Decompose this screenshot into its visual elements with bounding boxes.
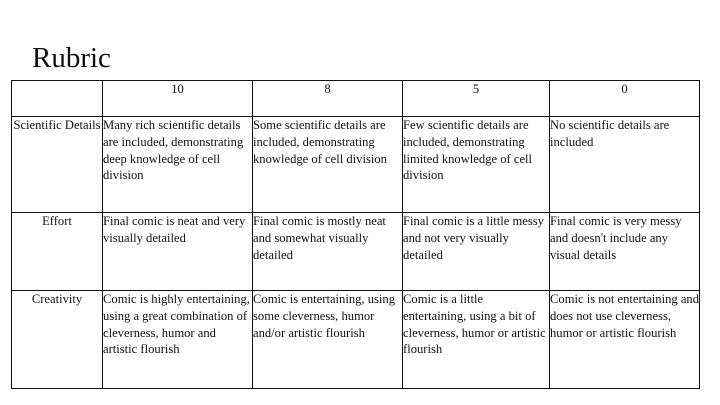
criteria-cell: Few scientific details are included, demonstrating limited knowledge of cell division bbox=[403, 117, 550, 213]
criteria-cell: Comic is highly entertaining, using a great combination of cleverness, humor and artistic flourish bbox=[103, 291, 253, 389]
column-header-0: 0 bbox=[550, 81, 700, 117]
criteria-cell: Final comic is very messy and doesn't include any visual details bbox=[550, 213, 700, 291]
column-header-8: 8 bbox=[253, 81, 403, 117]
header-row bbox=[12, 81, 700, 117]
row-label-scientific-details: Scientific Details bbox=[12, 117, 103, 213]
criteria-cell: Final comic is mostly neat and somewhat visually detailed bbox=[253, 213, 403, 291]
criteria-cell: Many rich scientific details are included, demonstrating deep knowledge of cell division bbox=[103, 117, 253, 213]
rubric-table bbox=[11, 80, 700, 389]
criteria-cell: Comic is a little entertaining, using a bit of cleverness, humor or artistic flourish bbox=[403, 291, 550, 389]
row-label-creativity: Creativity bbox=[12, 291, 103, 389]
criteria-cell: No scientific details are included bbox=[550, 117, 700, 213]
table-row-effort bbox=[12, 213, 700, 291]
corner-cell bbox=[12, 81, 103, 117]
criteria-cell: Comic is not entertaining and does not use cleverness, humor or artistic flourish bbox=[550, 291, 700, 389]
column-header-10: 10 bbox=[103, 81, 253, 117]
column-header-5: 5 bbox=[403, 81, 550, 117]
criteria-cell: Final comic is a little messy and not very visually detailed bbox=[403, 213, 550, 291]
criteria-cell: Comic is entertaining, using some cleverness, humor and/or artistic flourish bbox=[253, 291, 403, 389]
page-title: Rubric bbox=[32, 42, 111, 74]
criteria-cell: Final comic is neat and very visually detailed bbox=[103, 213, 253, 291]
table-row-scientific-details bbox=[12, 117, 700, 213]
table-row-creativity bbox=[12, 291, 700, 389]
row-label-effort: Effort bbox=[12, 213, 103, 291]
criteria-cell: Some scientific details are included, demonstrating knowledge of cell division bbox=[253, 117, 403, 213]
